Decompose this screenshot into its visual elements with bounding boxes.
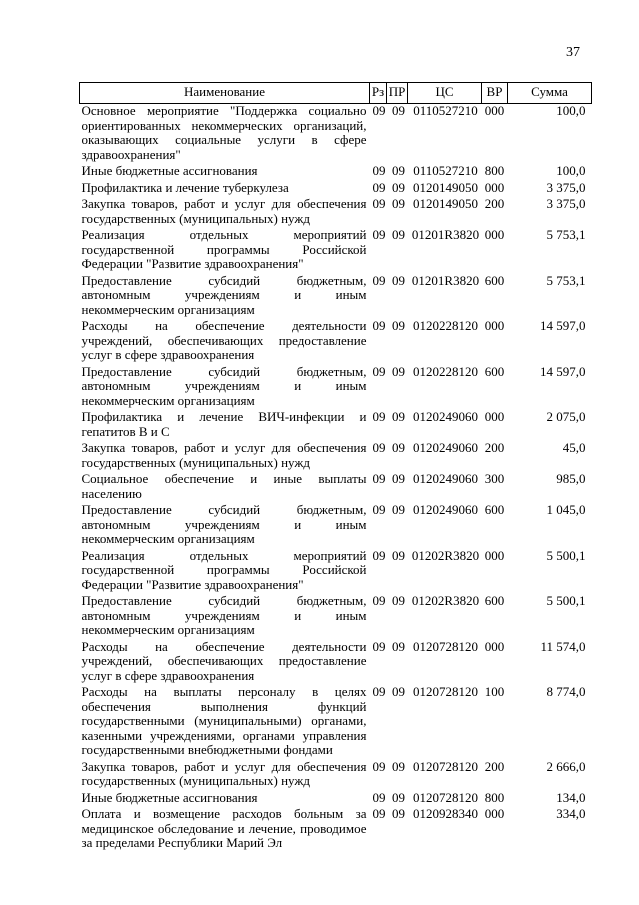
header-name: Наименование xyxy=(80,83,370,104)
row-pr: 09 xyxy=(392,806,405,821)
row-pr: 09 xyxy=(392,684,405,699)
row-cs: 0120249060 xyxy=(413,409,478,424)
row-vr: 200 xyxy=(484,758,505,774)
row-cs: 0120249060 xyxy=(413,440,478,455)
row-name: Предоставление субсидий бюджетным, автономным учреждениям и иным некоммерческим организациям xyxy=(81,502,367,546)
table-row xyxy=(80,365,592,411)
row-cs: 0120149050 xyxy=(413,179,478,195)
row-cs: 01202R3820 xyxy=(411,593,480,608)
row-pr: 09 xyxy=(392,272,405,288)
row-cs: 0120728120 xyxy=(413,638,478,654)
row-sum: 334,0 xyxy=(556,806,586,821)
row-vr: 000 xyxy=(484,318,505,333)
row-sum: 5 500,1 xyxy=(546,593,586,608)
table-row xyxy=(80,503,592,549)
row-name: Закупка товаров, работ и услуг для обеспечения государственных (муниципальных) нужд xyxy=(81,440,367,470)
row-rz: 09 xyxy=(372,758,386,774)
table-row xyxy=(80,791,592,808)
row-rz: 09 xyxy=(372,363,386,379)
page-number: 37 xyxy=(566,45,580,60)
row-cs: 0110527210 xyxy=(413,103,478,118)
row-rz: 09 xyxy=(372,684,386,699)
row-name: Реализация отдельных мероприятий государственной программы Российской Федерации "Развитие здравоохранения" xyxy=(81,227,367,271)
header-rz: Рз xyxy=(370,83,387,104)
row-vr: 800 xyxy=(484,163,505,178)
row-cs: 0120228120 xyxy=(413,318,478,333)
row-vr: 600 xyxy=(484,502,505,517)
row-rz: 09 xyxy=(372,638,386,654)
row-sum: 3 375,0 xyxy=(546,179,586,195)
row-sum: 3 375,0 xyxy=(546,196,586,211)
table-row xyxy=(80,274,592,320)
table-row xyxy=(80,441,592,472)
row-pr: 09 xyxy=(392,593,405,608)
table-row xyxy=(80,472,592,503)
table-header-row xyxy=(80,83,592,104)
row-rz: 09 xyxy=(372,440,386,455)
row-pr: 09 xyxy=(392,758,405,774)
row-vr: 300 xyxy=(484,471,505,486)
row-cs: 01201R3820 xyxy=(411,272,480,288)
row-name: Предоставление субсидий бюджетным, автономным учреждениям и иным некоммерческим организациям xyxy=(81,593,367,637)
row-sum: 14 597,0 xyxy=(540,363,586,379)
row-cs: 0120728120 xyxy=(413,789,478,805)
row-cs: 0120149050 xyxy=(413,196,478,211)
row-rz: 09 xyxy=(372,272,386,288)
row-name: Расходы на обеспечение деятельности учреждений, обеспечивающих предоставление услуг в сфере здравоохранения xyxy=(81,638,367,683)
row-name: Расходы на выплаты персоналу в целях обеспечения выполнения функций государственными (муниципальными) органами, казенными учреждениями, органами управления государственными внебюджетными фондами xyxy=(81,684,367,757)
row-cs: 0120728120 xyxy=(413,758,478,774)
row-name: Социальное обеспечение и иные выплаты населению xyxy=(81,471,367,501)
row-pr: 09 xyxy=(392,363,405,379)
row-name: Предоставление субсидий бюджетным, автономным учреждениям и иным некоммерческим организациям xyxy=(81,363,367,408)
row-pr: 09 xyxy=(392,789,405,805)
row-sum: 8 774,0 xyxy=(546,684,586,699)
row-vr: 000 xyxy=(484,409,505,424)
row-pr: 09 xyxy=(392,318,405,333)
row-vr: 000 xyxy=(484,806,505,821)
row-pr: 09 xyxy=(392,638,405,654)
row-sum: 2 666,0 xyxy=(546,758,586,774)
row-cs: 0120228120 xyxy=(413,363,478,379)
row-vr: 000 xyxy=(484,638,505,654)
row-rz: 09 xyxy=(372,789,386,805)
table-row xyxy=(80,549,592,595)
row-cs: 0120249060 xyxy=(413,502,478,517)
row-name: Профилактика и лечение туберкулеза xyxy=(81,179,289,195)
table-row xyxy=(80,410,592,441)
row-vr: 800 xyxy=(484,789,505,805)
row-rz: 09 xyxy=(372,196,386,211)
table-row xyxy=(80,197,592,228)
row-rz: 09 xyxy=(372,318,386,333)
row-sum: 5 753,1 xyxy=(546,272,586,288)
table-row xyxy=(80,807,592,853)
row-sum: 45,0 xyxy=(562,440,586,455)
table-row xyxy=(80,164,592,181)
row-vr: 600 xyxy=(484,363,505,379)
table-row xyxy=(80,228,592,274)
row-pr: 09 xyxy=(392,103,405,118)
budget-table xyxy=(79,82,592,853)
row-name: Иные бюджетные ассигнования xyxy=(81,789,258,805)
row-rz: 09 xyxy=(372,471,386,486)
row-name: Иные бюджетные ассигнования xyxy=(81,163,258,178)
table-row xyxy=(80,640,592,686)
row-name: Реализация отдельных мероприятий государственной программы Российской Федерации "Развитие здравоохранения" xyxy=(81,547,367,592)
row-name: Закупка товаров, работ и услуг для обеспечения государственных (муниципальных) нужд xyxy=(81,758,367,788)
row-rz: 09 xyxy=(372,227,386,242)
row-sum: 100,0 xyxy=(556,163,586,178)
row-pr: 09 xyxy=(392,227,405,242)
row-rz: 09 xyxy=(372,502,386,517)
row-sum: 134,0 xyxy=(556,789,586,805)
row-cs: 0120728120 xyxy=(413,684,478,699)
row-pr: 09 xyxy=(392,502,405,517)
row-rz: 09 xyxy=(372,806,386,821)
table-row xyxy=(80,181,592,198)
row-vr: 000 xyxy=(484,227,505,242)
row-pr: 09 xyxy=(392,440,405,455)
row-sum: 11 574,0 xyxy=(540,638,586,654)
row-vr: 000 xyxy=(484,179,505,195)
row-pr: 09 xyxy=(392,409,405,424)
row-name: Оплата и возмещение расходов больным за медицинское обследование и лечение, проводимое за пределами Республики Марий Эл xyxy=(81,806,367,850)
header-vr: ВР xyxy=(482,83,508,104)
row-cs: 01202R3820 xyxy=(411,547,480,563)
table-row xyxy=(80,104,592,165)
row-pr: 09 xyxy=(392,163,405,178)
row-rz: 09 xyxy=(372,103,386,118)
row-cs: 0120249060 xyxy=(413,471,478,486)
row-sum: 2 075,0 xyxy=(546,409,586,424)
row-vr: 600 xyxy=(484,593,505,608)
table-body xyxy=(80,104,592,853)
row-sum: 1 045,0 xyxy=(546,502,586,517)
header-pr: ПР xyxy=(387,83,408,104)
row-vr: 200 xyxy=(484,440,505,455)
row-sum: 14 597,0 xyxy=(540,318,586,333)
row-vr: 100 xyxy=(484,684,505,699)
table-row xyxy=(80,594,592,640)
row-name: Предоставление субсидий бюджетным, автономным учреждениям и иным некоммерческим организациям xyxy=(81,272,367,317)
row-cs: 0120928340 xyxy=(413,806,478,821)
header-cs: ЦС xyxy=(408,83,482,104)
row-rz: 09 xyxy=(372,547,386,563)
row-name: Профилактика и лечение ВИЧ-инфекции и гепатитов B и C xyxy=(81,409,367,439)
row-sum: 985,0 xyxy=(556,471,586,486)
row-rz: 09 xyxy=(372,179,386,195)
row-cs: 01201R3820 xyxy=(411,227,480,242)
row-sum: 5 500,1 xyxy=(546,547,586,563)
row-rz: 09 xyxy=(372,409,386,424)
row-sum: 5 753,1 xyxy=(546,227,586,242)
table-row xyxy=(80,685,592,760)
row-sum: 100,0 xyxy=(556,103,586,118)
row-vr: 000 xyxy=(484,547,505,563)
row-vr: 200 xyxy=(484,196,505,211)
table-row xyxy=(80,760,592,791)
row-name: Основное мероприятие "Поддержка социально ориентированных некоммерческих организаций, оказывающих социальные услуги в сфере здравоохранения" xyxy=(81,103,367,162)
row-rz: 09 xyxy=(372,593,386,608)
table-row xyxy=(80,319,592,365)
row-pr: 09 xyxy=(392,471,405,486)
row-vr: 000 xyxy=(484,103,505,118)
row-name: Закупка товаров, работ и услуг для обеспечения государственных (муниципальных) нужд xyxy=(81,196,367,226)
row-cs: 0110527210 xyxy=(413,163,478,178)
row-pr: 09 xyxy=(392,196,405,211)
row-pr: 09 xyxy=(392,547,405,563)
row-vr: 600 xyxy=(484,272,505,288)
row-pr: 09 xyxy=(392,179,405,195)
row-rz: 09 xyxy=(372,163,386,178)
header-sum: Сумма xyxy=(508,83,592,104)
row-name: Расходы на обеспечение деятельности учреждений, обеспечивающих предоставление услуг в сфере здравоохранения xyxy=(81,318,367,362)
